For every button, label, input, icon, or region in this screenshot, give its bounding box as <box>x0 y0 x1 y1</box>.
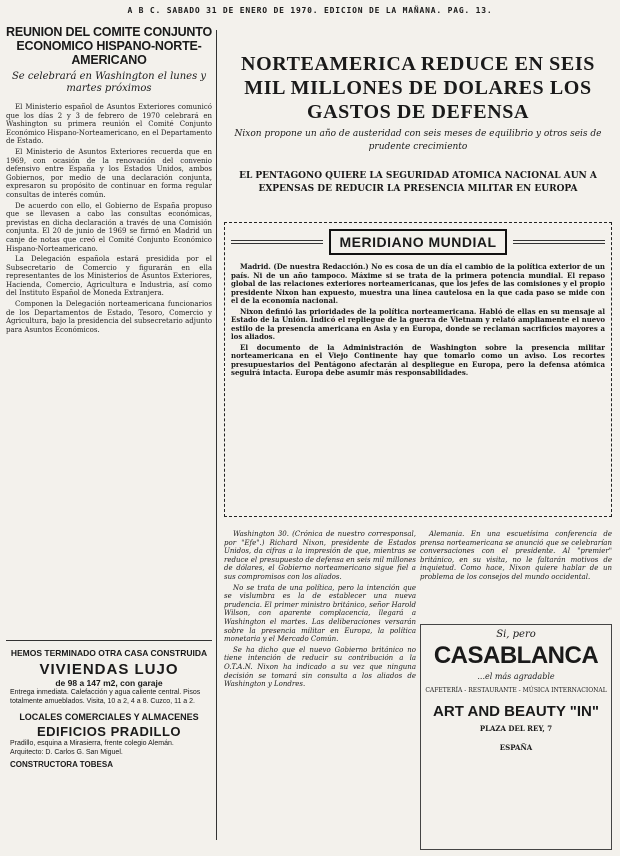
page-header: A B C. SABADO 31 DE ENERO DE 1970. EDICION DE LA MAÑANA. PAG. 13. <box>127 6 493 15</box>
casa-logo-text: CASABLANCA <box>433 642 599 669</box>
left-paragraph: El Ministerio de Asuntos Exteriores recuerda que en 1969, con ocasión de la renovación del convenio defensivo entre España y los Estados Unidos, ambos Gobiernos, por medio de una declaración conjunta, expresaron su propósito de continuar en forma regular consultas de interés común. <box>6 147 212 199</box>
ad-builder: CONSTRUCTORA TOBESA <box>10 760 113 769</box>
left-paragraph: Componen la Delegación norteamericana funcionarios de los Departamentos de Estado, Tesoro, Comercio y Agricultura, bajo la presidencia del subsecretario adjunto para Asuntos Económicos. <box>6 300 212 334</box>
washington-column-b <box>420 530 612 620</box>
left-headline: REUNION DEL COMITE CONJUNTO ECONOMICO HISPANO-NORTE-AMERICANO <box>6 25 212 67</box>
ad-details-2: Pradillo, esquina a Mirasierra, frente colegio Alemán. Arquitecto: D. Carlos G. San Miguel. <box>10 740 174 756</box>
ad-details: Entrega inmediata. Calefacción y agua caliente central. Pisos totalmente amueblados. Visita, 10 a 2, 4 a 8. Cuzco, 11 a 2. <box>10 689 201 705</box>
washington-column-a <box>224 530 416 850</box>
casa-art-banner: ART AND BEAUTY "IN" <box>433 702 599 720</box>
left-article <box>6 25 212 625</box>
casa-info: CAFETERÍA - RESTAURANTE - MÚSICA INTERNACIONAL <box>425 687 607 694</box>
meridiano-body <box>231 263 605 378</box>
housing-ad <box>6 648 212 769</box>
left-paragraph: La Delegación española estará presidida por el Subsecretario de Comercio y figurarán en ella representantes de los Ministerios de Asuntos Exteriores, Hacienda, Comercio, Agricultura e Industria, así como del Instituto Español de Moneda Extranjera. <box>6 255 212 298</box>
left-subtitle: Se celebrará en Washington el lunes y martes próximos <box>11 71 207 94</box>
left-paragraph: De acuerdo con ello, el Gobierno de España propuso que se llevasen a cabo las consultas económicas, previstas en dicha declaración a través de una Comisión conjunta. El 20 de junio de 1969 se firmó en Madrid un canje de notas que creó el Comité Conjunto Económico Hispano-Norteamericano. <box>6 201 212 253</box>
ad-commercial: LOCALES COMERCIALES Y ALMACENES <box>19 712 199 722</box>
main-subhead-2: EL PENTAGONO QUIERE LA SEGURIDAD ATOMICA NACIONAL AUN A EXPENSAS DE REDUCIR LA PRESENCIA MILITAR EN EUROPA <box>239 171 597 194</box>
meridiano-paragraph: Madrid. (De nuestra Redacción.) No es cosa de un día el cambio de la política exterior de un país. Ni de un año tampoco. Máxime si se trata de la primera potencia mundial. El repaso global de las relaciones exteriores norteamericanas, que los jefes de las comisiones y el propio presidente Nixon han expuesto, muestra una línea cautelosa en la que cada paso se mide con el de la economía nacional. <box>231 262 605 305</box>
casa-bottom: ESPAÑA <box>499 742 533 752</box>
meridiano-paragraph: El documento de la Administración de Washington sobre la presencia militar norteamericana en el Viejo Continente hay que tomarlo como un aviso. Los recortes presupuestarios del Pentágono afectarán al despliegue en Europa, pero la defensa atómica seguirá intacta. Europa debe asumir más responsabilidades. <box>231 342 605 377</box>
ad-intro: HEMOS TERMINADO OTRA CASA CONSTRUIDA <box>10 648 208 658</box>
horizontal-rule <box>6 640 212 641</box>
meridiano-box <box>224 222 612 517</box>
left-body <box>6 103 212 334</box>
casablanca-ad <box>420 624 612 850</box>
ad-size: de 98 a 147 m2, con garaje <box>55 678 163 688</box>
meridiano-title-row <box>231 229 605 255</box>
washington-paragraph: Washington 30. (Crónica de nuestro corresponsal, por "Efe".) Richard Nixon, presidente de Estados Unidos, da cifras a la impresión de que, mientras se reduce el presupuesto de defensa en seis mil millones de dólares, el Gobierno norteamericano sigue fiel a sus compromisos con los aliados. <box>224 530 416 581</box>
washington-paragraph: No se trata de una política, pero la intención que se vislumbra es la de establecer una nueva prudencia. El primer ministro británico, señor Harold Wilson, con aparente complacencia, llegará a Washington el martes. Las deliberaciones versarán sobre la presencia militar en Europa, la política monetaria y el Mercado Común. <box>224 583 416 644</box>
decorative-rule <box>513 240 605 244</box>
meridiano-paragraph: Nixon definió las prioridades de la política norteamericana. Habló de ellas en su mensaje al Estado de la Unión. Indicó el repliegue de la guerra de Vietnam y relató ampliamente el nuevo estilo de la presencia americana en Asia y en Europa, donde se reclaman sacrificios mayores a los aliados. <box>231 306 605 341</box>
main-headline: NORTEAMERICA REDUCE EN SEIS MIL MILLONES DE DOLARES LOS GASTOS DE DEFENSA <box>241 53 595 123</box>
meridiano-title: MERIDIANO MUNDIAL <box>329 229 506 255</box>
washington-paragraph: Se ha dicho que el nuevo Gobierno británico no tiene intención de reducir su contribución a la O.T.A.N. Nixon ha indicado a su vez que ninguna decisión se tomará sin consulta a los aliados de Washington y Londres. <box>224 645 416 689</box>
main-subhead: Nixon propone un año de austeridad con seis meses de equilibrio y otros seis de prudente crecimiento <box>234 129 602 152</box>
ad-title: VIVIENDAS LUJO <box>39 661 179 678</box>
ad-building-name: EDIFICIOS PRADILLO <box>36 724 182 739</box>
decorative-rule <box>231 240 323 244</box>
column-divider <box>216 30 217 840</box>
washington-paragraph: Alemania. En una escuetísima conferencia de prensa norteamericana se anunció que se celebrarían conversaciones con el presidente. Al "premier" británico, en su visita, no le faltarán motivos de inquietud. Como hace, Nixon quiere hablar de un problema de los consejos del mundo occidental. <box>420 530 612 581</box>
left-paragraph: El Ministerio español de Asuntos Exteriores comunicó que los días 2 y 3 de febrero de 1970 celebrará en Washington su primera reunión el Comité Conjunto Económico Hispano-Norteamericano, en el Departamento de Estado. <box>6 103 212 146</box>
casa-address: PLAZA DEL REY, 7 <box>479 723 553 733</box>
casa-tagline: ...el más agradable <box>477 672 555 681</box>
casa-top-line: Si, pero <box>496 629 536 640</box>
